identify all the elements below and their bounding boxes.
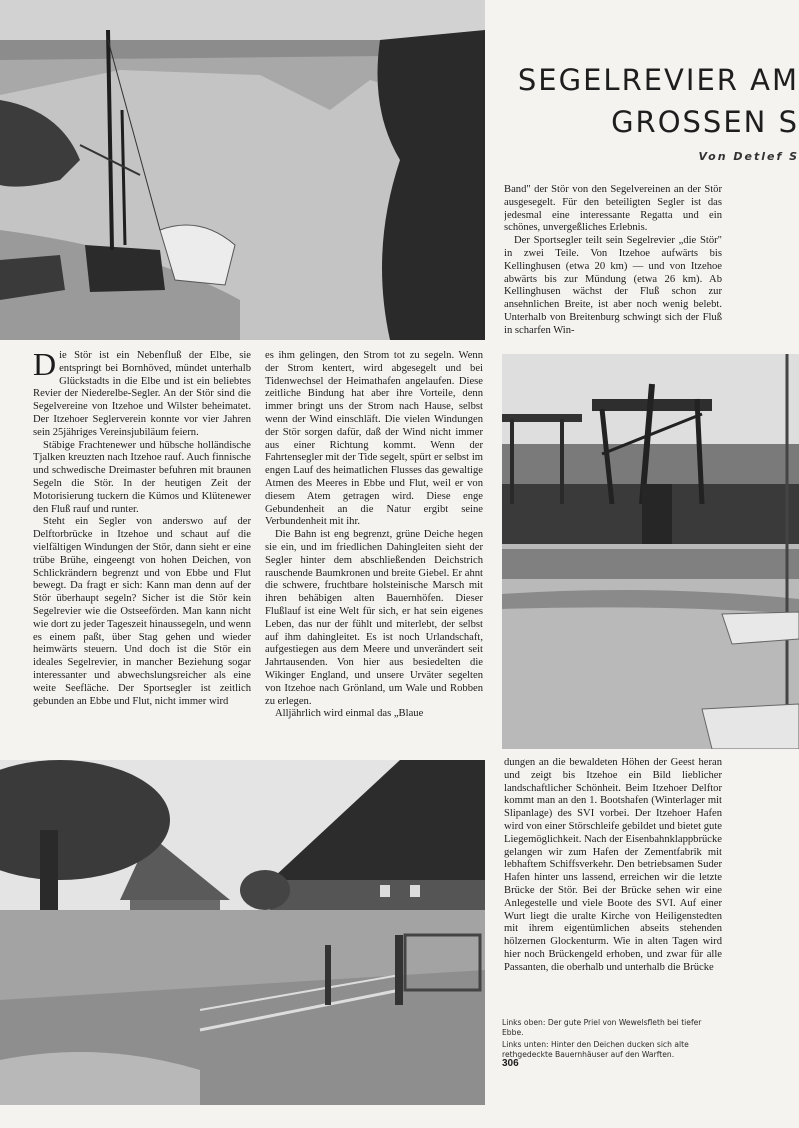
paragraph-text: ie Stör ist ein Nebenfluß der Elbe, sie entspringt bei Bornhöved, mündet unterhalb Glückstadts in die Elbe und ist ein beliebtes Revier der Niederelbe-Segler. An der Stör sind die Segelvereine von Itzehoe und Wilster beheimatet. Der Itzehoer Seglerverein konnte vor vier Jahren sein 25jähriges Vereinsjubiläum feiern. [33, 350, 251, 438]
photo-priel-boats [0, 0, 485, 340]
caption-top-left: Links oben: Der gute Priel von Wewelsfleth bei tiefer Ebbe. [502, 1018, 702, 1037]
paragraph: Alljährlich wird einmal das „Blaue [275, 708, 424, 720]
photo-farmhouse [0, 760, 485, 1105]
dropcap: D [33, 350, 57, 382]
paragraph: Der Sportsegler teilt sein Segelrevier „die Stör" in zwei Teile. Von Itzehoe aufwärts bis Kellinghusen (etwa 20 km) — und von Itzehoe abwärts bis zur Mündung (etwa 26 km). Ab Kellinghusen wächst der Fluß schon zur ansehnlichen Breite, ist aber noch wenig belebt. Unterhalb von Breitenburg schwingt sich der Fluß in scharfen Win- [504, 235, 722, 336]
photo-bridge-harbor [502, 354, 799, 749]
photo-captions [502, 1018, 722, 1062]
article-column-right-top [504, 184, 722, 344]
paragraph: dungen an die bewaldeten Höhen der Geest heran und zeigt bis Itzehoe ein Bild lieblicher landschaftlicher Schönheit. Beim Itzehoer Delftor kommt man an den 1. Bootshafen (Winterlager mit Slipanlage) des SVI vorbei. Der Itzehoer Hafen wird von einer Störschleife gebildet und bietet gute Liegemöglichkeit. Nach der Eisenbahnklappbrücke gelangen wir zum Hafen der Zementfabrik mit lebhaftem Schiffsverkehr. Den betriebsamen Suder Hafen hinter uns lassend, erreichen wir die letzte Brücke der Stör. Bei der Brücke sehen wir eine Anlegestelle und viele Boote des SVI. Auf einer Wurt liegt die uralte Kirche von Heiligenstedten mit ihrem eigentümlichen abseits stehenden hölzernen Glockenturm. Wie in alten Tagen wird hier noch Brückengeld erhoben, und zwar für alle Passanten, die oberhalb und unterhalb die Brücke [504, 757, 722, 973]
byline: Von Detlef S [698, 150, 799, 163]
paragraph: es ihm gelingen, den Strom tot zu segeln. Wenn der Strom kentert, wird abgesegelt und bei Tidenwechsel der Heimathafen angelaufen. Diese zeitliche Bindung hat aber ihre Vorteile, denn immer bringt uns der Strom nach Hause, selbst wenn der Wind einschläft. Die vielen Windungen der Stör sorgen dafür, daß der Wind nicht immer aus einer Richtung kommt. Wenn der Fahrtensegler mit der Tide segelt, spürt er selbst im engen Lauf des heimatlichen Flusses das gewaltige Atmen des Meeres in Ebbe und Flut, weil er von diesem Atem getragen wird. Diese enge Gebundenheit an die Natur ergibt seine Verbundenheit mit ihr. [265, 350, 483, 528]
page-number: 306 [502, 1058, 519, 1069]
article-title-line1: SEGELREVIER AM [517, 63, 799, 97]
article-column-middle [265, 350, 483, 755]
caption-bottom-left: Links unten: Hinter den Deichen ducken sich alte rethgedeckte Bauernhäuser auf den Warften. [502, 1040, 689, 1059]
article-column-right-bottom [504, 757, 722, 1012]
paragraph: Die Bahn ist eng begrenzt, grüne Deiche hegen sie ein, und im friedlichen Dahingleiten sieht der Segler hinter dem abschließenden Deichstrich rauschende Baumkronen und breite Giebel. Er ahnt die schwere, fruchtbare holsteinische Marsch mit ihren behäbigen alten Bauernhöfen. Dieser Flußlauf ist eine Welt für sich, er hat sein eigenes Leben, das nur der fühlt und miterlebt, der selbst auf ihm dahingleitet. Es ist noch Urlandschaft, aufgestiegen aus dem Meere und unverändert seit Jahrtausenden. Von hier aus besiedelten die Wikinger England, und unsere Urväter segelten von Itzehoe nach Grönland, um Wale und Robben zu erlegen. [265, 529, 483, 707]
article-column-left [33, 350, 251, 755]
paragraph: Steht ein Segler von anderswo auf der Delftorbrücke in Itzehoe und schaut auf die vielfältigen Windungen der Stör, dann sieht er eine trübe Brühe, eingeengt von hohen Deichen, von Schlickrändern begrenzt und von Ebbe und Flut bewegt. Da fragt er sich: Kann man denn auf der Stör überhaupt segeln? Sicher ist die Stör kein Segelrevier wie die Ostseeförden. Man kann nicht wie dort zu jeder Tageszeit hinaussegeln, und wenn es einem paßt, über Stag gehen und wieder heimwärts steuern. Und doch ist die Stör ein ideales Segelrevier, in mancher Beziehung sogar interessanter und abwechslungsreicher als eine weite Seefläche. Der Sportsegler ist zeitlich gebunden an Ebbe und Flut, nicht immer wird [33, 516, 251, 707]
paragraph: Stäbige Frachtenewer und hübsche holländische Tjalken kreuzten nach Itzehoe rauf. Auch finnische und schwedische Dreimaster befuhren mit braunen Segeln die Stör. In der heutigen Zeit der Motorisierung tuckern die Kümos und Klütenewer den Fluß rauf und runter. [33, 439, 251, 515]
paragraph: Band" der Stör von den Segelvereinen an der Stör ausgesegelt. Für den beteiligten Segler ist das jedesmal eine interessante Regatta und ein schönes, unvergeßliches Erlebnis. [504, 184, 722, 234]
article-title-line2: GROSSEN S [611, 105, 799, 139]
paragraph-first [33, 350, 251, 440]
